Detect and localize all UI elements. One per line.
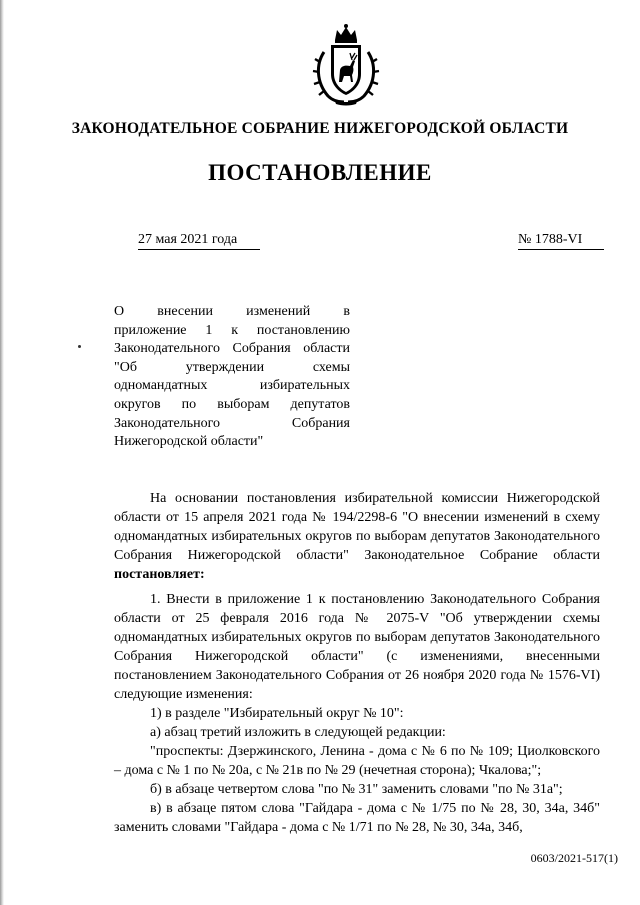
body-paragraph: "проспекты: Дзержинского, Ленина - дома с № 6 по № 109; Циолковского – дома с № 1 по № 20а, с № 21в по № 29 (нечетная сторона); Чкалова;";: [114, 744, 600, 778]
document-body: [114, 489, 600, 837]
subject-line: О внесении изменений в: [114, 304, 350, 319]
preamble-paragraph: [114, 489, 600, 584]
subject-line: "Об утверждении схемы: [114, 359, 350, 375]
subject-line: округов по выборам депутатов: [114, 396, 350, 412]
body-paragraph: 1) в разделе "Избирательный округ № 10":: [150, 706, 404, 721]
coat-of-arms-icon: [310, 22, 382, 106]
subject-line: приложение 1 к постановлению: [114, 322, 350, 338]
body-paragraph: а) абзац третий изложить в следующей редакции:: [150, 725, 446, 740]
document-type-title: ПОСТАНОВЛЕНИЕ: [208, 160, 432, 185]
scan-speck: [78, 345, 81, 348]
subject-line: Законодательного Собрания: [114, 415, 350, 431]
preamble-verb: постановляет:: [114, 567, 205, 582]
preamble-text: На основании постановления избирательной комиссии Нижегородской области от 15 апреля 2021 года № 194/2298-6 "О внесении изменений в схему одномандатных избирательных округов по выборам депутатов Законодательного Собрания Нижегородской области" Законодательное Собрание области: [114, 491, 600, 563]
document-number: № 1788-VI: [518, 232, 604, 250]
subject-line: одномандатных избирательных: [114, 378, 350, 394]
body-paragraph: 1. Внести в приложение 1 к постановлению Законодательного Собрания области от 25 февраля 2016 года № 2075-V "Об утверждении схемы одномандатных избирательных округов по выборам депутатов Законодательного Собрания Нижегородской области" (с изменениями, внесенными постановлением Законодательного Собрания от 26 ноября 2020 года № 1576-VI) следующие изменения:: [114, 592, 600, 702]
document-date: 27 мая 2021 года: [138, 232, 260, 250]
organization-title: ЗАКОНОДАТЕЛЬНОЕ СОБРАНИЕ НИЖЕГОРОДСКОЙ ОБЛАСТИ: [71, 120, 569, 137]
body-paragraph: б) в абзаце четвертом слова "по № 31" заменить словами "по № 31а";: [150, 782, 563, 797]
subject-line: Нижегородской области": [114, 434, 264, 450]
document-code: 0603/2021-517(1): [530, 851, 618, 865]
subject-line: Законодательного Собрания области: [114, 341, 350, 357]
document-subject: [114, 303, 350, 452]
body-paragraph: в) в абзаце пятом слова "Гайдара - дома с № 1/75 по № 28, 30, 34а, 34б" заменить словами "Гайдара - дома с № 1/71 по № 28, № 30, 34а, 34б,: [114, 801, 600, 835]
